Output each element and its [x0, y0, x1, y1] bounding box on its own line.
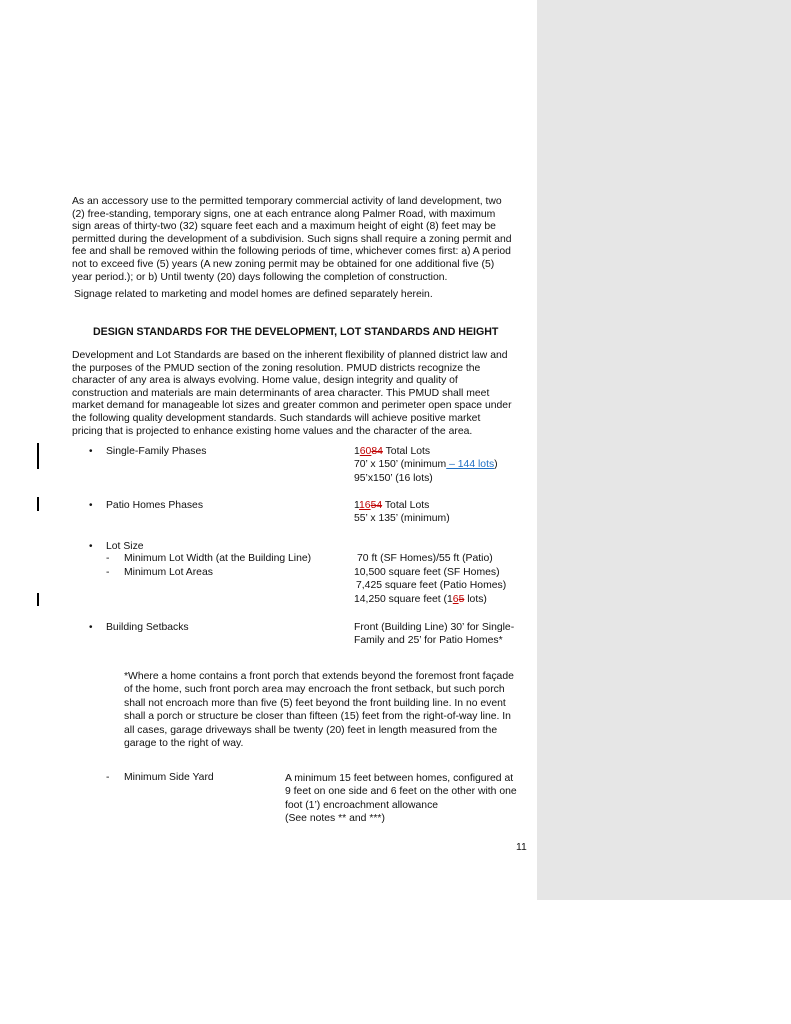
- signage-note: Signage related to marketing and model homes are defined separately herein.: [74, 289, 433, 300]
- setbacks-value-2: Family and 25’ for Patio Homes*: [354, 635, 503, 646]
- text-line: pricing that is projected to enhance existing home values and the character of the area.: [72, 425, 473, 437]
- patio-count: [354, 500, 429, 513]
- text-line: 9 feet on one side and 6 feet on the other with one: [285, 786, 517, 798]
- setbacks-value-1: Front (Building Line) 30’ for Single-: [354, 622, 515, 633]
- side-yard-value: [285, 772, 530, 826]
- side-yard-label: Minimum Side Yard: [124, 772, 214, 783]
- text-line: sign areas of thirty-two (32) square feet each and a maximum height of eight (8) feet may be: [72, 221, 496, 233]
- inserted-text: 60: [359, 446, 372, 457]
- min-lot-area-label: Minimum Lot Areas: [124, 567, 213, 578]
- text-line: character of any area is always evolving. Home value, design integrity and quality of: [72, 375, 458, 387]
- intro-paragraph: [72, 196, 532, 284]
- bullet-icon: •: [89, 446, 93, 457]
- single-family-dims-2: 95’x150’ (16 lots): [354, 473, 433, 484]
- single-family-label: Single-Family Phases: [106, 446, 207, 457]
- text-line: shall not encroach more than five (5) feet beyond the front building line. In no event: [124, 697, 506, 709]
- section-heading: DESIGN STANDARDS FOR THE DEVELOPMENT, LOT STANDARDS AND HEIGHT: [93, 326, 499, 338]
- revision-bar: [37, 443, 39, 469]
- dims-close: ): [494, 459, 498, 470]
- text-line: garage to the right of way.: [124, 738, 244, 750]
- inserted-text: 16: [359, 500, 371, 511]
- text-line: foot (1’) encroachment allowance: [285, 799, 439, 811]
- revision-bar: [37, 497, 39, 511]
- count-prefix: 1: [354, 446, 360, 457]
- min-lot-area-3: [354, 594, 487, 607]
- comment-pane: [537, 0, 791, 900]
- text-line: A minimum 15 feet between homes, configured at: [285, 773, 514, 784]
- min-lot-width-label: Minimum Lot Width (at the Building Line): [124, 553, 312, 564]
- text-line: the purposes of the PMUD section of the zoning resolution. PMUD districts recognize the: [72, 362, 481, 374]
- min-lot-width-value: 70 ft (SF Homes)/55 ft (Patio): [357, 553, 493, 564]
- patio-dims: 55’ x 135’ (minimum): [354, 513, 450, 524]
- text-line: not to exceed five (5) years (A new zoning permit may be obtained for one additional five (5): [72, 258, 495, 270]
- text-line: year period.); or b) Until twenty (20) days following the completion of construction.: [72, 271, 448, 283]
- revision-bar: [37, 593, 39, 606]
- text-line: (2) free-standing, temporary signs, one at each entrance along Palmer Road, with maximum: [72, 208, 496, 220]
- count-suffix: Total Lots: [382, 446, 431, 457]
- bullet-icon: •: [89, 541, 93, 552]
- area-suffix: lots): [464, 594, 487, 605]
- standards-paragraph: [72, 350, 532, 438]
- patio-label: Patio Homes Phases: [106, 500, 204, 511]
- inserted-text: – 144 lots: [446, 459, 495, 470]
- dash: -: [106, 772, 110, 783]
- bullet-icon: •: [89, 622, 93, 633]
- deleted-text: 54: [370, 500, 383, 511]
- min-lot-area-2: 7,425 square feet (Patio Homes): [356, 580, 507, 591]
- text-line: As an accessory use to the permitted temporary commercial activity of land development, two: [72, 196, 502, 207]
- text-line: Development and Lot Standards are based on the inherent flexibility of planned district law and: [72, 350, 508, 361]
- area-prefix: 14,250 square feet (1: [354, 594, 453, 605]
- text-line: (See notes ** and ***): [285, 813, 385, 825]
- dash: -: [106, 567, 110, 578]
- text-line: shall a porch or structure be closer than fifteen (15) feet from the right-of-way line. In: [124, 711, 511, 723]
- text-line: the following quality development standards. Such standards will achieve positive market: [72, 412, 481, 424]
- single-family-dims-1: [354, 459, 498, 472]
- text-line: of the home, such front porch area may encroach the front setback, but such porch: [124, 684, 505, 696]
- deleted-text: 84: [371, 446, 383, 457]
- count-prefix: 1: [354, 500, 360, 511]
- porch-note: [124, 670, 534, 750]
- text-line: fee and shall be removed within the following periods of time, whichever comes first: a) A period: [72, 246, 511, 258]
- text-line: construction and materials are main determinants of area character. This PMUD shall meet: [72, 387, 490, 399]
- lot-size-label: Lot Size: [106, 541, 144, 552]
- inserted-text: 6: [452, 594, 459, 605]
- count-suffix: Total Lots: [382, 500, 430, 511]
- min-lot-area-1: 10,500 square feet (SF Homes): [354, 567, 500, 578]
- text-line: permitted during the development of a subdivision. Such signs shall require a zoning permit and: [72, 233, 512, 245]
- dash: -: [106, 553, 110, 564]
- dims-text: 70’ x 150’ (minimum: [354, 459, 447, 470]
- setbacks-label: Building Setbacks: [106, 622, 189, 633]
- text-line: *Where a home contains a front porch that extends beyond the foremost front façade: [124, 671, 514, 682]
- bullet-icon: •: [89, 500, 93, 511]
- page-number: 11: [516, 842, 527, 853]
- deleted-text: 5: [458, 594, 465, 605]
- single-family-count: [354, 446, 430, 459]
- text-line: all cases, garage driveways shall be twenty (20) feet in length measured from the: [124, 724, 498, 736]
- text-line: market demand for manageable lot sizes and greater common and perimeter open space under: [72, 400, 512, 412]
